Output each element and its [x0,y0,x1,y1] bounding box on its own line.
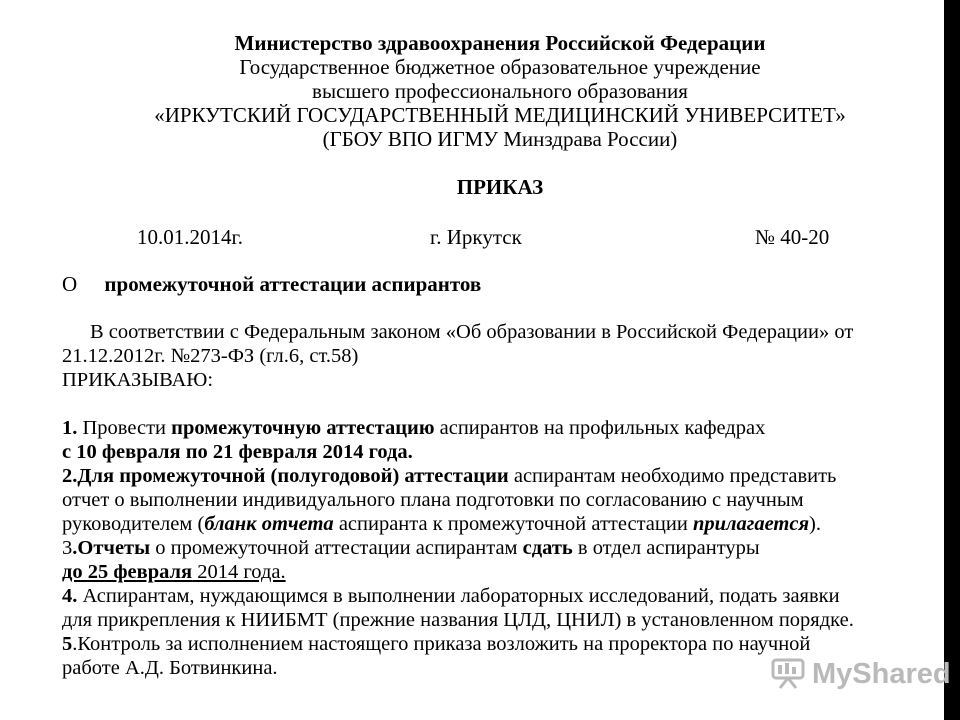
preamble-command: ПРИКАЗЫВАЮ: [62,369,214,391]
order-date: 10.01.2014г. [137,225,243,249]
preamble-line-2: 21.12.2012г. №273-ФЗ (гл.6, ст.58) [62,345,359,367]
item-3-line-1: 3.Отчеты о промежуточной аттестации аспирантам сдать в отдел аспирантуры [62,537,760,559]
watermark [770,655,951,694]
header-university-name: «ИРКУТСКИЙ ГОСУДАРСТВЕННЫЙ МЕДИЦИНСКИЙ УНИВЕРСИТЕТ» [154,103,846,127]
item-4-line-2: для прикрепления к НИИБМТ (прежние названия ЦЛД, ЦНИЛ) в установленном порядке. [62,609,854,631]
header-ministry: Министерство здравоохранения Российской Федерации [234,31,766,55]
order-subject [62,272,481,296]
item-1-line-1: 1. Провести промежуточную аттестацию аспирантов на профильных кафедрах [62,417,766,439]
item-2-line-2: отчет о выполнении индивидуального плана подготовки по согласованию с научным [62,489,804,511]
item-5-line-2: работе А.Д. Ботвинкина. [62,657,278,679]
item-2-line-1: 2.Для промежуточной (полугодовой) аттестации аспирантам необходимо представить [62,465,837,487]
right-edge-bar [944,0,960,720]
item-1-number: 1. [62,417,78,439]
subject-text: промежуточной аттестации аспирантов [104,272,482,296]
item-1-line-2: с 10 февраля по 21 февраля 2014 года. [62,441,413,463]
header-institution-type: Государственное бюджетное образовательное учреждение [239,55,761,79]
item-2-line-3: руководителем (бланк отчета аспиранта к промежуточной аттестации прилагается). [62,513,821,535]
order-city: г. Иркутск [430,225,522,249]
header-abbreviation: (ГБОУ ВПО ИГМУ Минздрава России) [322,127,678,151]
item-3-line-2: до 25 февраля 2014 года. [62,561,286,583]
header-education-level: высшего профессионального образования [312,79,688,103]
order-title: ПРИКАЗ [456,175,544,199]
item-4-line-1: 4. Аспирантам, нуждающимся в выполнении лабораторных исследований, подать заявки [62,585,840,607]
order-number: № 40-20 [755,225,830,249]
item-5-line-1: 5.Контроль за исполнением настоящего приказа возложить на проректора по научной [62,633,811,655]
preamble-line-1: В соответствии с Федеральным законом «Об образовании в Российской Федерации» от [90,321,854,343]
presentation-board-icon [770,655,806,694]
subject-prefix: О [62,272,78,296]
watermark-text: MyShared [812,658,951,690]
